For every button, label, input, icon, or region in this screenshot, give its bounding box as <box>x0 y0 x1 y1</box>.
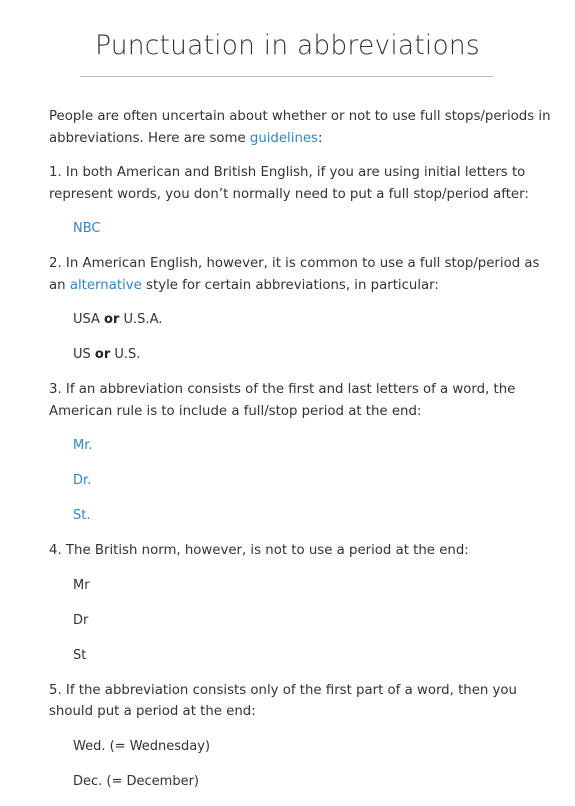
example-dec: Dec. (= December) <box>73 773 200 789</box>
example-us-short: US <box>73 347 91 362</box>
example-wed: Wed. (= Wednesday) <box>73 738 211 754</box>
page-title: Punctuation in abbreviations <box>95 30 480 61</box>
example-usa-dotted: U.S.A. <box>123 312 163 327</box>
title-divider <box>80 76 493 77</box>
example-usa-short: USA <box>73 312 100 327</box>
example-mr-us[interactable]: Mr. <box>73 438 93 453</box>
or-word: or <box>104 312 120 327</box>
rule-2-text <box>49 253 559 296</box>
or-word: or <box>94 347 111 362</box>
rule-2-text-end: style for certain abbreviations, in particular: <box>141 277 439 293</box>
alternative-link[interactable]: alternative <box>69 277 142 293</box>
rule-1-text: 1. In both American and British English, if you are using initial letters to represent words, you don’t normally need to put a full stop/period after: <box>49 165 529 202</box>
rule-4-text: 4. The British norm, however, is not to use a period at the end: <box>49 543 469 558</box>
example-us-dotted: U.S. <box>114 347 141 362</box>
rule-3-text: 3. If an abbreviation consists of the first and last letters of a word, the American rule is to include a full/stop period at the end: <box>49 382 516 419</box>
intro-text: People are often uncertain about whether or not to use full stops/periods in abbreviations. Here are some <box>49 109 551 146</box>
example-st-uk: St <box>73 647 87 663</box>
example-nbc[interactable]: NBC <box>73 221 101 236</box>
guidelines-link[interactable]: guidelines <box>249 130 318 146</box>
intro-paragraph <box>49 106 559 149</box>
intro-colon: : <box>317 130 323 146</box>
rule-2-text-start: 2. In American English, however, it is common to use a full stop/period as an <box>49 256 540 293</box>
example-mr-uk: Mr <box>73 577 90 593</box>
example-st-us[interactable]: St. <box>73 508 91 523</box>
example-dr-uk: Dr <box>73 612 89 628</box>
article-body <box>49 106 559 806</box>
rule-5-text: 5. If the abbreviation consists only of the first part of a word, then you should put a period at the end: <box>49 682 517 719</box>
example-dr-us[interactable]: Dr. <box>73 473 92 488</box>
example-us <box>73 344 559 366</box>
example-usa <box>73 309 559 331</box>
